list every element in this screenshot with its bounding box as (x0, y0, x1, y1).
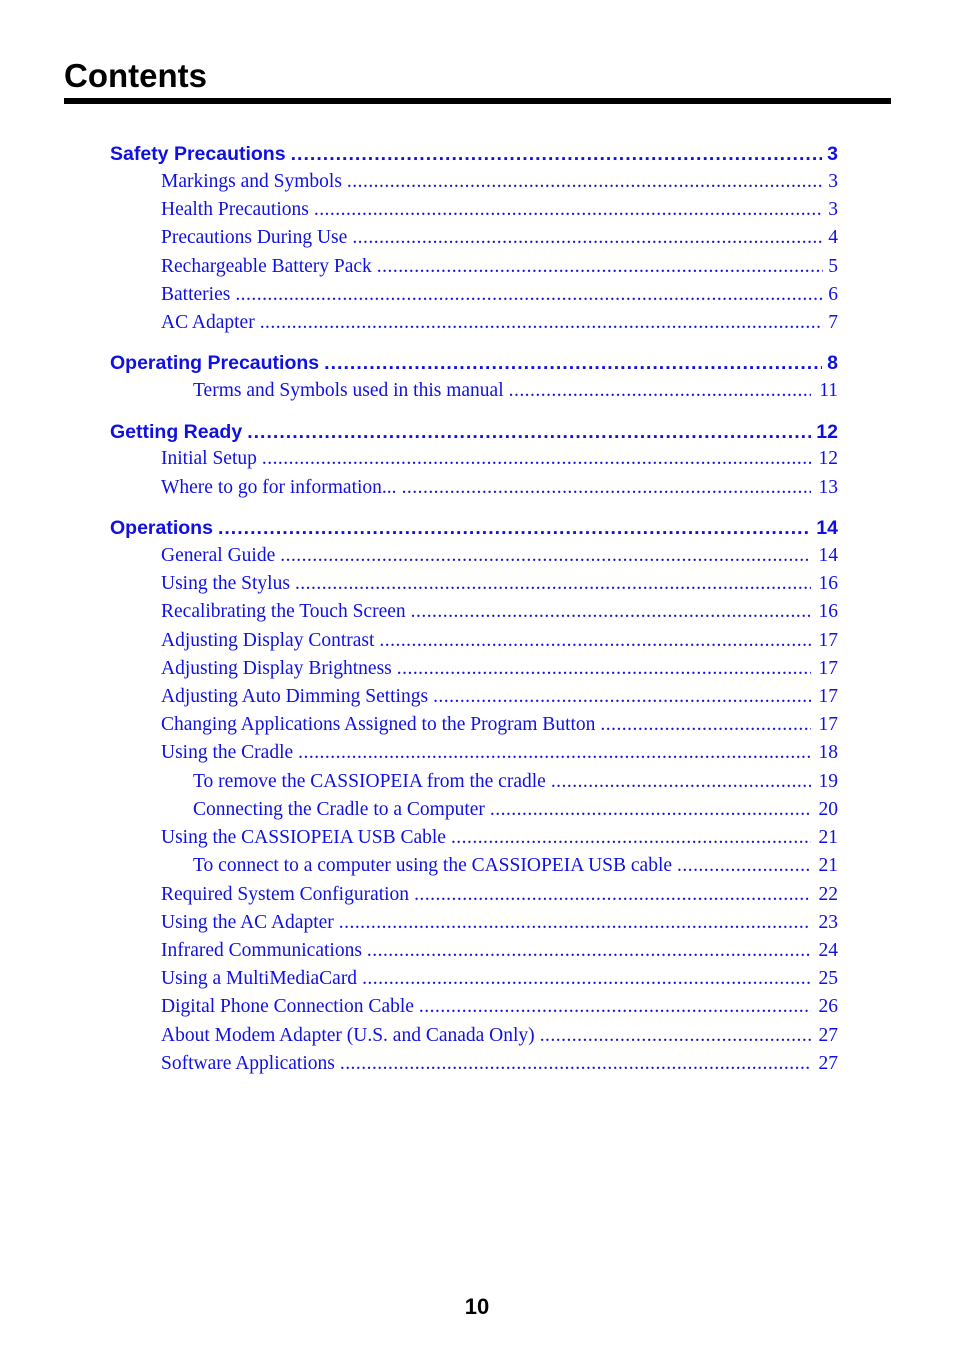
toc-page-number: 27 (818, 1053, 838, 1074)
dot-leader (414, 882, 811, 908)
toc-item-link[interactable] (161, 825, 838, 851)
toc-entry-label: Safety Precautions (110, 143, 286, 165)
toc-entry-label: General Guide (161, 545, 276, 566)
dot-leader (218, 515, 811, 541)
dot-leader (340, 1051, 811, 1077)
toc-entry-label: Digital Phone Connection Cable (161, 996, 414, 1017)
toc-subitem-link[interactable] (193, 769, 838, 795)
dot-leader (314, 197, 823, 223)
toc-item-link[interactable] (161, 225, 838, 251)
toc-page-number: 17 (818, 714, 838, 735)
dot-leader (419, 994, 811, 1020)
dot-leader (260, 310, 823, 336)
toc-page-number: 26 (818, 996, 838, 1017)
dot-leader (298, 740, 811, 766)
toc-entry-label: Where to go for information... (161, 477, 397, 498)
toc-item-link[interactable] (161, 197, 838, 223)
dot-leader (379, 628, 811, 654)
toc-page-number: 13 (818, 477, 838, 498)
toc-page-number: 3 (827, 143, 838, 165)
toc-subitem-link[interactable] (193, 853, 838, 879)
toc-page-number: 12 (816, 421, 838, 443)
dot-leader (377, 254, 823, 280)
toc-page-number: 21 (818, 827, 838, 848)
toc-item-link[interactable] (161, 938, 838, 964)
toc-item-link[interactable] (161, 310, 838, 336)
dot-leader (324, 350, 822, 376)
toc-page-number: 17 (818, 630, 838, 651)
toc-entry-label: Using the Stylus (161, 573, 290, 594)
toc-subitem-link[interactable] (193, 797, 838, 823)
toc-entry-label: Adjusting Auto Dimming Settings (161, 686, 429, 707)
toc-entry-label: Recalibrating the Touch Screen (161, 601, 406, 622)
toc-entry-label: Rechargeable Battery Pack (161, 256, 372, 277)
toc-item-link[interactable] (161, 446, 838, 472)
dot-leader (397, 656, 811, 682)
toc-page-number: 24 (818, 940, 838, 961)
toc-entry-label: Batteries (161, 284, 231, 305)
toc-page-number: 17 (818, 658, 838, 679)
dot-leader (451, 825, 811, 851)
dot-leader (295, 571, 811, 597)
toc-entry-label: Using the AC Adapter (161, 912, 334, 933)
toc-section-link[interactable] (110, 141, 838, 167)
dot-leader (280, 543, 811, 569)
dot-leader (411, 599, 811, 625)
dot-leader (262, 446, 811, 472)
toc-entry-label: About Modem Adapter (U.S. and Canada Only) (161, 1025, 535, 1046)
toc-item-link[interactable] (161, 628, 838, 654)
toc-entry-label: Health Precautions (161, 199, 309, 220)
dot-leader (433, 684, 811, 710)
toc-entry-label: Changing Applications Assigned to the Program Button (161, 714, 596, 735)
toc-page-number: 6 (828, 284, 838, 305)
toc-entry-label: Connecting the Cradle to a Computer (193, 799, 485, 820)
toc-entry-label: Terms and Symbols used in this manual (193, 380, 504, 401)
toc-section-link[interactable] (110, 515, 838, 541)
toc-page-number: 16 (818, 573, 838, 594)
dot-leader (247, 419, 811, 445)
toc-item-link[interactable] (161, 994, 838, 1020)
toc-entry-label: Infrared Communications (161, 940, 362, 961)
toc-item-link[interactable] (161, 712, 838, 738)
toc-page-number: 12 (818, 448, 838, 469)
dot-leader (352, 225, 823, 251)
toc-item-link[interactable] (161, 684, 838, 710)
dot-leader (291, 141, 823, 167)
toc-page-number: 11 (819, 380, 838, 401)
toc-entry-label: Using the Cradle (161, 742, 294, 763)
dot-leader (677, 853, 811, 879)
toc-page-number: 19 (818, 771, 838, 792)
toc-item-link[interactable] (161, 571, 838, 597)
toc-item-link[interactable] (161, 599, 838, 625)
dot-leader (402, 475, 811, 501)
toc-item-link[interactable] (161, 1023, 838, 1049)
dot-leader (551, 769, 811, 795)
toc-page-number: 25 (818, 968, 838, 989)
toc-page-number: 27 (818, 1025, 838, 1046)
page-number: 10 (464, 1294, 490, 1319)
toc-item-link[interactable] (161, 282, 838, 308)
toc-page-number: 17 (818, 686, 838, 707)
toc-page-number: 3 (828, 171, 838, 192)
toc-page-number: 7 (828, 312, 838, 333)
toc-entry-label: Adjusting Display Contrast (161, 630, 375, 651)
toc-page-number: 14 (818, 545, 838, 566)
toc-item-link[interactable] (161, 656, 838, 682)
dot-leader (540, 1023, 811, 1049)
toc-subitem-link[interactable] (193, 378, 838, 404)
toc-page-number: 23 (818, 912, 838, 933)
toc-page-number: 3 (828, 199, 838, 220)
toc-section-link[interactable] (110, 350, 838, 376)
toc-page-number: 21 (818, 855, 838, 876)
toc-section-link[interactable] (110, 419, 838, 445)
toc-entry-label: Using a MultiMediaCard (161, 968, 358, 989)
toc-item-link[interactable] (161, 910, 838, 936)
dot-leader (362, 966, 811, 992)
toc-item-link[interactable] (161, 1051, 838, 1077)
dot-leader (490, 797, 811, 823)
toc-page-number: 8 (827, 352, 838, 374)
toc-item-link[interactable] (161, 966, 838, 992)
toc-entry-label: Initial Setup (161, 448, 257, 469)
toc-entry-label: Required System Configuration (161, 884, 410, 905)
toc-page-number: 22 (818, 884, 838, 905)
toc-page-number: 16 (818, 601, 838, 622)
toc-entry-label: Operations (110, 517, 213, 539)
toc-page-number: 4 (828, 227, 838, 248)
toc-entry-label: To connect to a computer using the CASSIOPEIA USB cable (193, 855, 673, 876)
toc-item-link[interactable] (161, 475, 838, 501)
toc-entry-label: AC Adapter (161, 312, 255, 333)
toc-item-link[interactable] (161, 254, 838, 280)
dot-leader (367, 938, 811, 964)
toc-entry-label: Using the CASSIOPEIA USB Cable (161, 827, 446, 848)
toc-entry-label: Markings and Symbols (161, 171, 342, 192)
toc-item-link[interactable] (161, 169, 838, 195)
toc-entry-label: Operating Precautions (110, 352, 320, 374)
toc-page-number: 18 (818, 742, 838, 763)
toc-item-link[interactable] (161, 740, 838, 766)
toc-entry-label: Getting Ready (110, 421, 243, 443)
dot-leader (509, 378, 811, 404)
toc-entry-label: Software Applications (161, 1053, 335, 1074)
dot-leader (235, 282, 823, 308)
toc-page-number: 5 (828, 256, 838, 277)
toc-entry-label: To remove the CASSIOPEIA from the cradle (193, 771, 546, 792)
toc-entry-label: Precautions During Use (161, 227, 348, 248)
toc-page-number: 14 (816, 517, 838, 539)
dot-leader (600, 712, 811, 738)
toc-item-link[interactable] (161, 882, 838, 908)
page-title: Contents (64, 57, 207, 94)
toc-item-link[interactable] (161, 543, 838, 569)
toc-page-number: 20 (818, 799, 838, 820)
dot-leader (339, 910, 811, 936)
dot-leader (347, 169, 823, 195)
toc-entry-label: Adjusting Display Brightness (161, 658, 392, 679)
